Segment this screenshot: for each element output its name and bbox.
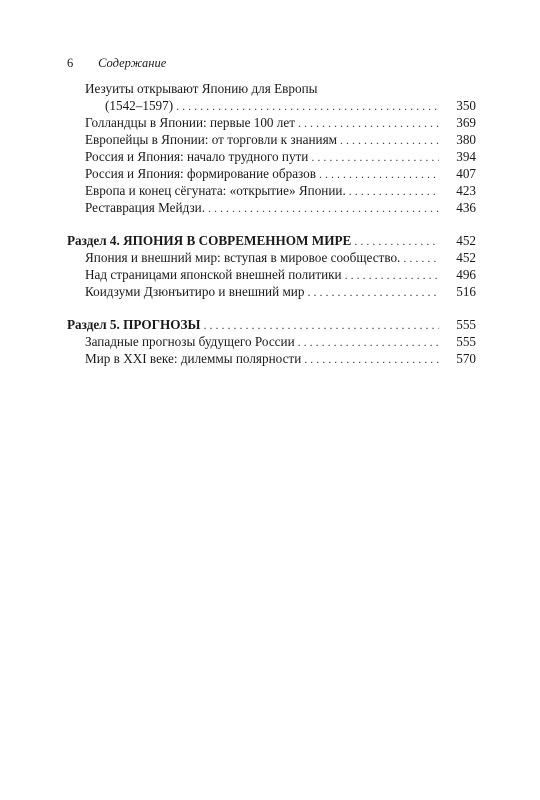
toc-entry[interactable] [67,249,476,266]
toc-entry[interactable] [67,131,476,148]
section-title: Раздел 5. ПРОГНОЗЫ [67,317,201,332]
toc-entry-page: 436 [456,200,476,215]
toc-entry-page: 407 [456,166,476,181]
dot-leader [349,183,439,200]
dot-leader [311,149,439,166]
page-number: 6 [67,56,74,70]
toc-entry-title: Европа и конец сёгуната: «открытие» Японии. [85,183,346,198]
section-title: Раздел 4. ЯПОНИЯ В СОВРЕМЕННОМ МИРЕ [67,233,352,248]
toc-entry[interactable] [67,182,476,199]
toc-entry-page: 496 [456,267,476,282]
toc-entry-page: 570 [456,351,476,366]
dot-leader [298,334,439,351]
toc-entry-page: 369 [456,115,476,130]
running-title: Содержание [98,56,167,70]
toc-entry-title: Россия и Япония: начало трудного пути [85,149,309,164]
dot-leader [304,351,439,368]
page-header [67,55,166,71]
toc-entry-title: Реставрация Мейдзи. [85,200,206,215]
toc-section-heading[interactable] [67,316,476,333]
dot-leader [208,200,439,217]
toc-entry-title: Коидзуми Дзюнъитиро и внешний мир [85,284,305,299]
toc-entry-page: 394 [456,149,476,164]
toc-entry-title: Европейцы в Японии: от торговли к знаниям [85,132,338,147]
dot-leader [176,98,439,115]
dot-leader [203,317,439,334]
toc-entry-page: 350 [456,98,476,113]
dot-leader [354,233,439,250]
toc-entry[interactable] [67,148,476,165]
toc-entry-title: (1542–1597) [105,98,174,113]
toc-entry-page: 380 [456,132,476,147]
toc-entry-title: Над страницами японской внешней политики [85,267,342,282]
toc-entry-title: Западные прогнозы будущего России [85,334,295,349]
toc-section-heading[interactable] [67,232,476,249]
toc-entry-title: Иезуиты открывают Японию для Европы [85,81,318,96]
toc-entry-page: 423 [456,183,476,198]
dot-leader [307,284,439,301]
toc-entry[interactable] [67,165,476,182]
toc-entry[interactable] [67,114,476,131]
toc-entry-title: Япония и внешний мир: вступая в мировое сообщество. [85,250,401,265]
section-page: 555 [456,317,476,332]
section-gap [67,300,476,316]
table-of-contents [67,80,476,367]
toc-entry-title: Мир в XXI веке: дилеммы полярности [85,351,302,366]
toc-entry-page: 452 [456,250,476,265]
toc-entry[interactable] [67,333,476,350]
toc-entry[interactable] [67,283,476,300]
dot-leader [345,267,439,284]
toc-entry[interactable] [67,350,476,367]
dot-leader [340,132,439,149]
toc-entry-title: Россия и Япония: формирование образов [85,166,316,181]
toc-entry[interactable] [67,266,476,283]
dot-leader [403,250,439,267]
toc-entry-page: 555 [456,334,476,349]
toc-entry-page: 516 [456,284,476,299]
section-gap [67,216,476,232]
dot-leader [298,115,439,132]
section-page: 452 [456,233,476,248]
toc-entry[interactable] [67,199,476,216]
dot-leader [319,166,439,183]
toc-entry-title: Голландцы в Японии: первые 100 лет [85,115,296,130]
toc-entry[interactable] [67,97,476,114]
